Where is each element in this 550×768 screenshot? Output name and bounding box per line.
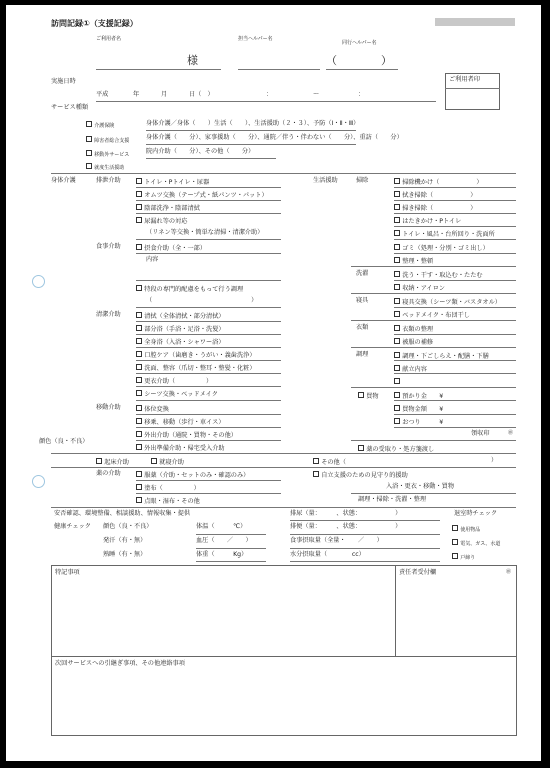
service-row-1: 身体介護／身体（ ）生活（ ）、生活援助（２・３）、予防（Ⅰ・Ⅱ・Ⅲ） <box>146 120 360 127</box>
medicine-item-3: 点眼・湿布・その他 <box>136 497 200 505</box>
rule-r17 <box>394 400 516 401</box>
health-check-label: 健康チェック <box>54 523 91 530</box>
companion-helper-label: 同行ヘルパー名 <box>342 40 377 46</box>
excretion-item-4: 尿漏れ等の対応 <box>136 217 188 225</box>
move-item-3: 外出介助（通院・買物・その他） <box>136 431 237 439</box>
meal-item-2: 内容 <box>146 256 159 263</box>
medicine-label: 薬の介助 <box>96 470 121 477</box>
sleep-assist: 就寝介助 <box>151 458 184 466</box>
helper-label: 担当ヘルパー名 <box>238 36 273 42</box>
hygiene-item-3: 全身浴（入浴・シャワー浴） <box>136 338 225 346</box>
rule-l15 <box>136 414 281 415</box>
excretion-item-2: オムツ交換（テープ式・紙パンツ・パット） <box>136 191 268 199</box>
move-item-1: 体位変換 <box>136 405 169 413</box>
cooking-item-3 <box>394 378 402 386</box>
excretion-label: 排泄介助 <box>96 177 121 184</box>
service-cat-1: 介護保険 <box>86 121 114 129</box>
rule-l18 <box>51 453 516 454</box>
rule-r18 <box>394 414 516 415</box>
life-other: その他（ <box>313 458 346 466</box>
move-item-2: 移乗、移動（歩行・車イス） <box>136 418 225 426</box>
rule-r5 <box>394 239 516 240</box>
rule-l2 <box>136 200 281 201</box>
rise-assist: 起床介助 <box>96 458 129 466</box>
rule-l19 <box>51 467 516 468</box>
service-line-3 <box>146 158 276 159</box>
cleaning-item-5: トイレ・風呂・台所回り・洗面所 <box>394 230 495 238</box>
move-label: 移動介助 <box>96 404 121 411</box>
rule-r21 <box>351 493 516 494</box>
rule-c2 <box>196 548 266 549</box>
leave-item-3: 戸締り <box>452 553 475 561</box>
rule-r19 <box>394 427 516 428</box>
responsible-box[interactable] <box>395 565 517 657</box>
cleaning-label: 掃除 <box>356 177 369 184</box>
clothes-item-2: 被服の補修 <box>394 338 433 346</box>
rule-r20 <box>351 440 516 441</box>
punch-hole-bottom <box>32 475 45 488</box>
service-section-bottom <box>51 173 516 174</box>
rule-r11 <box>351 320 516 321</box>
rule-r1 <box>394 187 516 188</box>
cleaning-item-7: 整理・整頓 <box>394 257 433 265</box>
date-era: 平成 <box>96 91 109 98</box>
receipt-label: 領収印 <box>471 430 490 437</box>
rule-l20 <box>136 480 281 481</box>
rule-l3 <box>136 213 281 214</box>
service-row-2: 身体介護（ 分）、家事援助（ 分）、通院／伴う・伴わない（ 分）、重訪（ 分） <box>146 134 403 141</box>
record-form-sheet <box>6 5 541 761</box>
rule-r8 <box>394 280 516 281</box>
rule-l5 <box>136 253 281 254</box>
service-cat-2: 障害者総合支援 <box>86 136 129 144</box>
service-row-3: 院内介助（ 分）、その他（ 分） <box>146 148 255 155</box>
hygiene-item-7: シーツ交換・ベッドメイク <box>136 390 218 398</box>
rule-c5 <box>290 534 440 535</box>
excretion-item-3: 陰部洗浄・陰部清拭 <box>136 204 200 212</box>
rule-l13 <box>136 386 281 387</box>
date-line <box>96 101 436 102</box>
client-name-label: ご利用者名 <box>96 36 122 42</box>
rule-r4 <box>394 226 516 227</box>
service-cat-3: 移動外サービス <box>86 150 129 158</box>
sama-suffix: 様 <box>187 54 198 67</box>
bedding-item-2: ベッドメイク・布団干し <box>394 311 470 319</box>
hygiene-item-2: 部分浴（手浴・足浴・洗髪） <box>136 325 225 333</box>
special-notes-label: 特記事項 <box>55 569 80 576</box>
rule-l12 <box>136 373 281 374</box>
clothes-item-1: 衣類の整理 <box>394 325 433 333</box>
rule-l10 <box>136 347 281 348</box>
medicine-item-2: 塗布（ ） <box>136 484 200 492</box>
cleaning-item-1: 掃除機かけ（ ） <box>394 178 483 186</box>
service-line-1 <box>146 130 356 131</box>
health-sweat: 発汗（有・無） <box>103 537 147 544</box>
hygiene-label: 清潔介助 <box>96 311 121 318</box>
rule-r2 <box>394 200 516 201</box>
receipt-seal-icon: ㊞ <box>508 430 514 436</box>
shopping-item-1: 預かり金 ¥ <box>394 392 443 400</box>
rule-c3 <box>196 561 266 562</box>
rule-c6 <box>290 548 440 549</box>
laundry-item-1: 洗う・干す・取込む・たたむ <box>394 271 483 279</box>
move-item-4: 外出準備介助・帰宅受入介助 <box>136 444 225 452</box>
stool-check: 排便（量： 、状態： ） <box>290 523 402 530</box>
rule-c1 <box>196 534 266 535</box>
hygiene-item-6: 更衣介助（ ） <box>136 377 212 385</box>
stamp-divider <box>445 88 500 89</box>
health-bp: 血圧（ ／ ） <box>196 537 252 544</box>
rule-l17 <box>136 440 281 441</box>
rule-r9 <box>351 293 516 294</box>
responsible-label: 責任者受付欄 <box>399 569 437 576</box>
rule-l14 <box>136 400 281 401</box>
meal-label: 食事介助 <box>96 243 121 250</box>
meal-item-4: （ ） <box>146 297 258 304</box>
time-tilde: ～ <box>313 91 320 98</box>
rule-l7 <box>136 307 281 308</box>
bedding-label: 寝具 <box>356 297 369 304</box>
companion-line <box>326 69 398 70</box>
laundry-label: 洗濯 <box>356 270 369 277</box>
client-stamp-label: ご利用者印 <box>449 76 480 83</box>
form-title: 訪問記録①（支援記録） <box>51 19 138 28</box>
rule-l11 <box>136 360 281 361</box>
rule-l8 <box>136 321 281 322</box>
independence-detail-2: 調理・掃除・洗濯・整理 <box>358 496 427 503</box>
medicine-item-1: 服薬（介助・セットのみ・確認のみ） <box>136 471 249 479</box>
health-sleep: 熟睡（有・無） <box>103 551 147 558</box>
health-weight: 体重（ Kg） <box>196 551 248 558</box>
helper-line <box>238 69 320 70</box>
cooking-item-1: 調理・下ごしらえ・配膳・下膳 <box>394 352 489 360</box>
cleaning-item-2: 拭き掃除（ ） <box>394 191 476 199</box>
date-label: 実施日時 <box>51 78 76 85</box>
rule-l22 <box>51 507 516 508</box>
date-day: 日（ ） <box>189 91 214 98</box>
independence-support: 自立支援のための見守り的援助 <box>313 471 408 479</box>
rule-l9 <box>136 334 281 335</box>
rule-c7 <box>290 561 440 562</box>
health-temp: 体温（ ℃） <box>196 523 247 530</box>
service-type-label: サービス種類 <box>51 104 89 111</box>
rule-l21 <box>136 493 281 494</box>
rule-c4 <box>290 520 440 521</box>
body-care-label: 身体介護 <box>51 177 76 184</box>
cleaning-item-3: 掃き掃除（ ） <box>394 204 476 212</box>
urine-check: 排尿（量： 、状態： ） <box>290 510 402 517</box>
rule-r3 <box>394 213 516 214</box>
leave-item-1: 使用物品 <box>452 525 480 533</box>
leave-item-2: 電気、ガス、水道 <box>452 539 500 547</box>
health-complexion: 顔色（良・不良） <box>103 523 153 530</box>
leave-check-label: 退室時チェック <box>454 510 498 517</box>
date-year: 年 <box>133 91 140 98</box>
hygiene-item-4: 口腔ケア（歯磨き・うがい・義歯洗浄） <box>136 351 256 359</box>
time-start: ： <box>266 91 273 98</box>
rule-l16 <box>136 427 281 428</box>
cleaning-item-4: はたきかけ・Pトイレ <box>394 217 461 225</box>
shopping-item-2: 買物金額 ¥ <box>394 405 443 413</box>
next-notes-label: 次回サービスへの引継ぎ事項、その他連絡事項 <box>55 660 185 667</box>
rule-r7 <box>351 266 516 267</box>
rule-r12 <box>394 334 516 335</box>
clothes-label: 衣類 <box>356 324 369 331</box>
cooking-label: 調理 <box>356 351 369 358</box>
special-notes-box[interactable] <box>51 565 396 657</box>
shopping-item-3: おつり ¥ <box>394 418 443 426</box>
rule-l6 <box>136 280 281 281</box>
companion-helper-paren: （ ） <box>326 54 392 67</box>
cleaning-item-6: ゴミ（処理・分別・ゴミ出し） <box>394 244 489 252</box>
laundry-item-2: 収納・アイロン <box>394 284 445 292</box>
punch-hole-top <box>32 275 45 288</box>
life-support-label: 生活援助 <box>313 177 338 184</box>
rule-r13 <box>351 347 516 348</box>
bedding-item-1: 寝具交換（シーツ類・バスタオル） <box>394 298 501 306</box>
independence-detail-1: 入浴・更衣・移動・買物 <box>386 483 455 490</box>
rule-l1 <box>136 187 281 188</box>
meal-item-1: 摂食介助（全・一部） <box>136 244 206 252</box>
rule-r6 <box>394 253 516 254</box>
time-end: ： <box>358 91 365 98</box>
water-amount: 水分摂取量（ cc） <box>290 551 365 558</box>
hygiene-item-5: 洗面、整容（爪切・整耳・整髪・化粧） <box>136 364 256 372</box>
safety-check: 安否確認、環境整備、相談援助、情報収集・提供 <box>54 510 191 517</box>
rule-l4 <box>136 239 281 240</box>
hygiene-item-1: 清拭（全体清拭・部分清拭） <box>136 312 225 320</box>
client-name-line <box>96 69 221 70</box>
rule-r16 <box>351 387 516 388</box>
rule-r15 <box>394 373 516 374</box>
next-notes-box[interactable] <box>51 656 517 736</box>
service-cat-4: 就度生活援助 <box>86 163 124 171</box>
rule-r14 <box>394 360 516 361</box>
excretion-item-1: トイレ・Pトイレ・尿器 <box>136 178 209 186</box>
meal-item-3: 特段の専門的配慮をもって行う調理 <box>136 285 243 293</box>
medicine-rx: 薬の受取り・処方箋渡し <box>358 445 434 453</box>
excretion-item-5: （リネン等交換・簡単な清掃・清潔介助） <box>146 229 264 236</box>
cooking-item-2: 献立内容 <box>394 365 427 373</box>
complexion-label: 顔色（良・不良） <box>39 438 89 445</box>
service-line-2 <box>146 144 356 145</box>
meal-amount: 食事摂取量（全量・ ／ ） <box>290 537 383 544</box>
date-month: 月 <box>161 91 168 98</box>
rule-r10 <box>394 307 516 308</box>
responsible-seal-icon: ㊞ <box>506 569 512 575</box>
form-code-box <box>435 18 515 26</box>
life-other-close: ） <box>491 457 498 464</box>
shopping-label: 買物 <box>358 392 379 400</box>
